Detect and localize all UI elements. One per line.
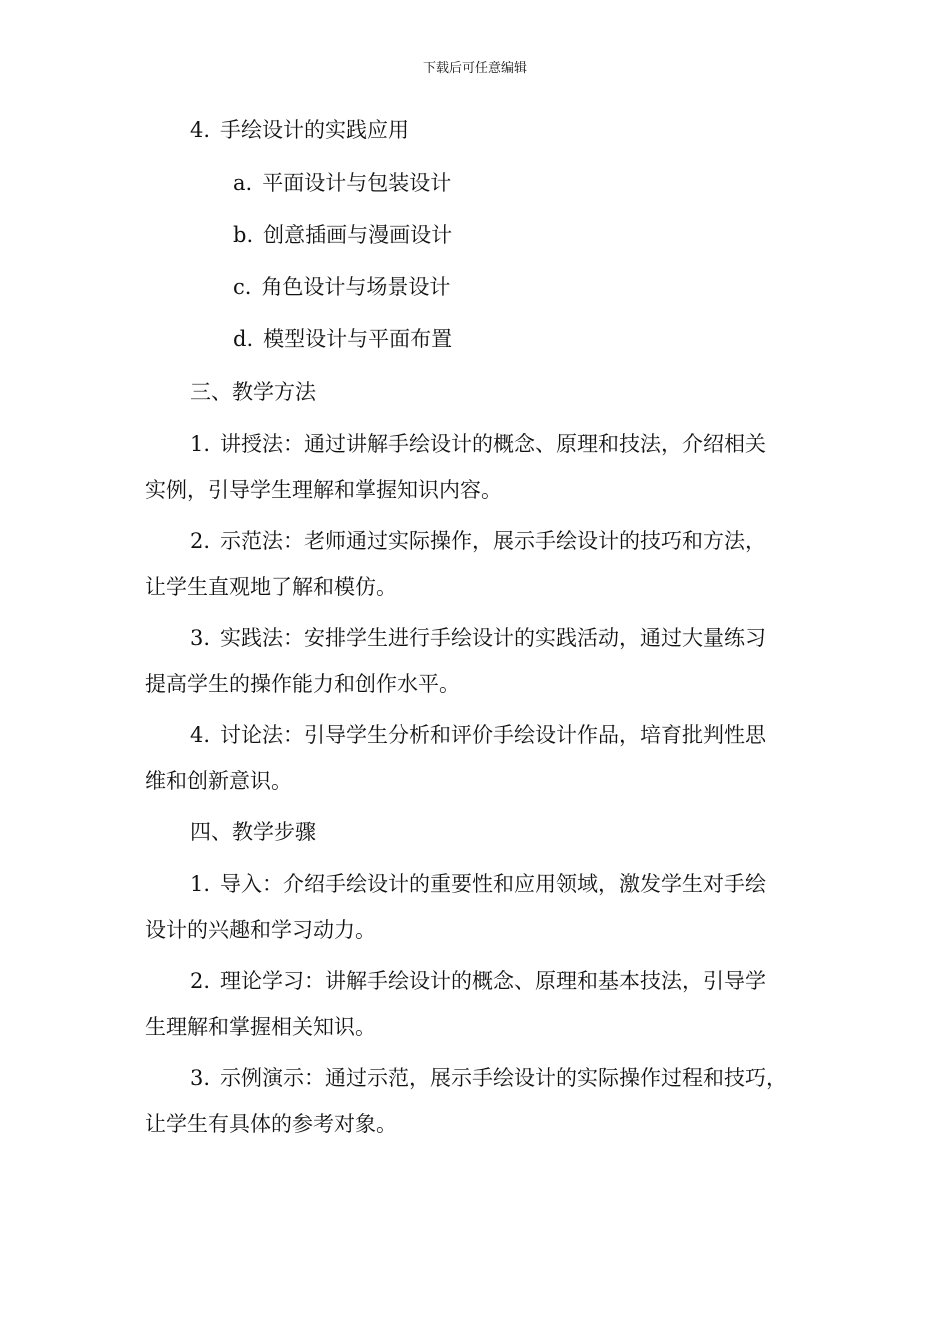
- sub-item-label: a.: [233, 171, 253, 195]
- method-1-number: 1.: [190, 432, 211, 456]
- method-1-line1: [190, 430, 766, 458]
- step-2-text: 理论学习：讲解手绘设计的概念、原理和基本技法，引导学: [220, 969, 767, 993]
- method-4-number: 4.: [190, 723, 211, 747]
- sub-item-a: [233, 169, 451, 197]
- sub-item-text: 创意插画与漫画设计: [263, 223, 453, 247]
- sub-item-c: [233, 273, 450, 301]
- sub-item-label: b.: [233, 223, 254, 247]
- step-1-line1: [190, 870, 766, 898]
- step-1-text: 导入：介绍手绘设计的重要性和应用领域，激发学生对手绘: [220, 872, 767, 896]
- step-3-text: 示例演示：通过示范，展示手绘设计的实际操作过程和技巧，: [220, 1066, 788, 1090]
- step-1-number: 1.: [190, 872, 211, 896]
- step-2-line1: [190, 967, 766, 995]
- method-1-text: 讲授法：通过讲解手绘设计的概念、原理和技法，介绍相关: [220, 432, 767, 456]
- method-4-line2: 维和创新意识。: [145, 769, 292, 793]
- section-4-number: 4.: [190, 118, 211, 142]
- step-3-number: 3.: [190, 1066, 211, 1090]
- step-3-line2: 让学生有具体的参考对象。: [145, 1112, 397, 1136]
- step-3-line1: [190, 1064, 787, 1092]
- method-3-text: 实践法：安排学生进行手绘设计的实践活动，通过大量练习: [220, 626, 767, 650]
- sub-item-label: d.: [233, 327, 254, 351]
- sub-item-label: c.: [233, 275, 252, 299]
- method-1-line2: 实例，引导学生理解和掌握知识内容。: [145, 478, 502, 502]
- step-2-line2: 生理解和掌握相关知识。: [145, 1015, 376, 1039]
- method-3-line1: [190, 624, 766, 652]
- method-2-line1: [190, 527, 766, 555]
- page-header: 下载后可任意编辑: [422, 61, 527, 76]
- sub-item-text: 平面设计与包装设计: [262, 171, 452, 195]
- sub-item-text: 模型设计与平面布置: [263, 327, 453, 351]
- method-4-text: 讨论法：引导学生分析和评价手绘设计作品，培育批判性思: [220, 723, 767, 747]
- method-3-number: 3.: [190, 626, 211, 650]
- steps-heading: 四、教学步骤: [190, 820, 316, 844]
- sub-item-d: [233, 325, 452, 353]
- sub-item-text: 角色设计与场景设计: [261, 275, 451, 299]
- method-3-line2: 提高学生的操作能力和创作水平。: [145, 672, 460, 696]
- method-2-text: 示范法：老师通过实际操作，展示手绘设计的技巧和方法，: [220, 529, 767, 553]
- method-4-line1: [190, 721, 766, 749]
- step-2-number: 2.: [190, 969, 211, 993]
- sub-item-b: [233, 221, 452, 249]
- section-4-title-text: 手绘设计的实践应用: [220, 118, 410, 142]
- methods-heading: 三、教学方法: [190, 380, 316, 404]
- method-2-line2: 让学生直观地了解和模仿。: [145, 575, 397, 599]
- step-1-line2: 设计的兴趣和学习动力。: [145, 918, 376, 942]
- section-4-title: [190, 116, 409, 144]
- method-2-number: 2.: [190, 529, 211, 553]
